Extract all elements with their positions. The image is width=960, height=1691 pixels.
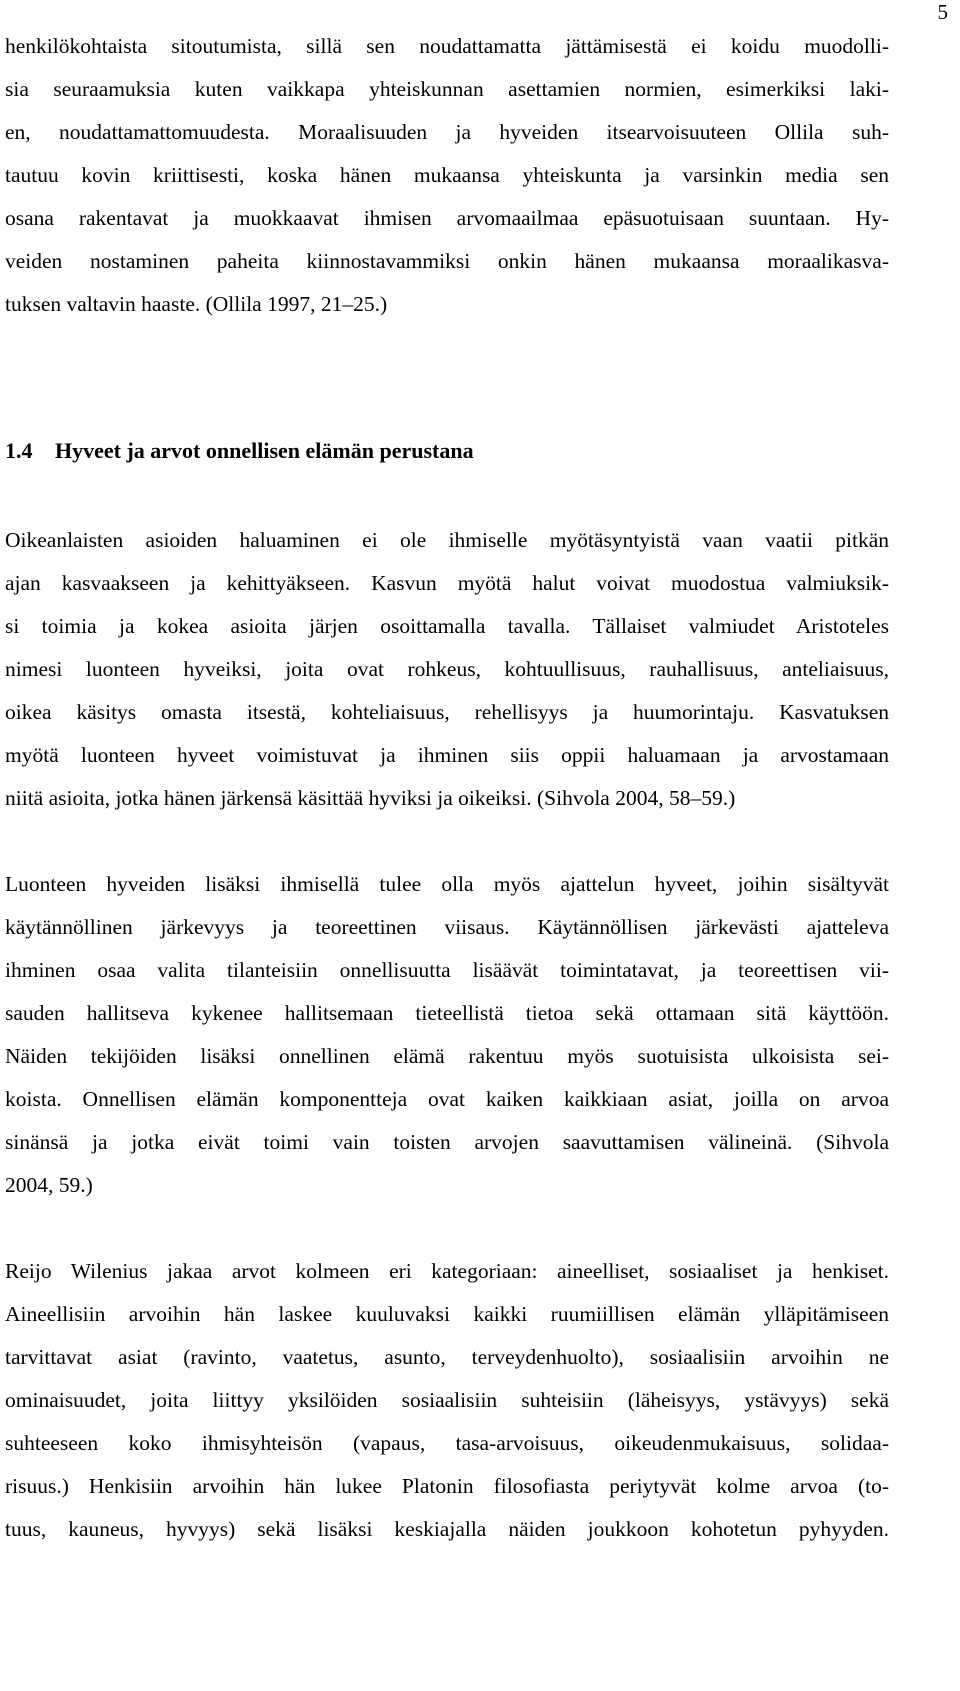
text-line: Näiden tekijöiden lisäksi onnellinen elämä rakentuu myös suotuisista ulkoisista sei- [5,1044,889,1068]
text-line: suhteeseen koko ihmisyhteisön (vapaus, tasa-arvoisuus, oikeudenmukaisuus, solidaa- [5,1431,889,1455]
text-line: si toimia ja kokea asioita järjen osoittamalla tavalla. Tällaiset valmiudet Aristoteles [5,614,889,638]
text-line: niitä asioita, jotka hänen järkensä käsittää hyviksi ja oikeiksi. (Sihvola 2004, 58–59.) [5,786,736,810]
text-line: Aineellisiin arvoihin hän laskee kuuluvaksi kaikki ruumiillisen elämän ylläpitämiseen [5,1302,889,1326]
text-line: tuksen valtavin haaste. (Ollila 1997, 21–25.) [5,292,388,316]
text-line: 2004, 59.) [5,1173,93,1197]
text-line: käytännöllinen järkevyys ja teoreettinen viisaus. Käytännöllisen järkevästi ajatteleva [5,915,889,939]
section-title: Hyveet ja arvot onnellisen elämän perustana [55,438,474,463]
section-heading [5,437,474,465]
text-line: sinänsä ja jotka eivät toimi vain toisten arvojen saavuttamisen välineinä. (Sihvola [5,1130,889,1154]
text-line: koista. Onnellisen elämän komponentteja ovat kaiken kaikkiaan asiat, joilla on arvoa [5,1087,889,1111]
text-line: sauden hallitseva kykenee hallitsemaan tieteellistä tietoa sekä ottamaan sitä käyttöön. [5,1001,889,1025]
text-line: tuus, kauneus, hyvyys) sekä lisäksi keskiajalla näiden joukkoon kohotetun pyhyyden. [5,1517,889,1541]
text-line: veiden nostaminen paheita kiinnostavammiksi onkin hänen mukaansa moraalikasva- [5,249,889,273]
text-line: myötä luonteen hyveet voimistuvat ja ihminen siis oppii haluamaan ja arvostamaan [5,743,889,767]
text-line: tautuu kovin kriittisesti, koska hänen mukaansa yhteiskunta ja varsinkin media sen [5,163,889,187]
text-line: oikea käsitys omasta itsestä, kohteliaisuus, rehellisyys ja huumorintaju. Kasvatuksen [5,700,889,724]
text-line: Oikeanlaisten asioiden haluaminen ei ole ihmiselle myötäsyntyistä vaan vaatii pitkän [5,528,889,552]
text-line: ominaisuudet, joita liittyy yksilöiden sosiaalisiin suhteisiin (läheisyys, ystävyys) sekä [5,1388,889,1412]
text-line: ihminen osaa valita tilanteisiin onnellisuutta lisäävät toimintatavat, ja teoreettisen vii- [5,958,889,982]
text-line: risuus.) Henkisiin arvoihin hän lukee Platonin filosofiasta periytyvät kolme arvoa (to- [5,1474,889,1498]
text-line: henkilökohtaista sitoutumista, sillä sen noudattamatta jättämisestä ei koidu muodolli- [5,34,889,58]
text-line: tarvittavat asiat (ravinto, vaatetus, asunto, terveydenhuolto), sosiaalisiin arvoihin ne [5,1345,889,1369]
page-number: 5 [937,0,948,24]
text-line: nimesi luonteen hyveiksi, joita ovat rohkeus, kohtuullisuus, rauhallisuus, anteliaisuus, [5,657,889,681]
text-line: en, noudattamattomuudesta. Moraalisuuden ja hyveiden itsearvoisuuteen Ollila suh- [5,120,889,144]
text-line: Luonteen hyveiden lisäksi ihmisellä tulee olla myös ajattelun hyveet, joihin sisältyvät [5,872,889,896]
section-number: 1.4 [5,438,33,463]
text-line: Reijo Wilenius jakaa arvot kolmeen eri kategoriaan: aineelliset, sosiaaliset ja henkiset. [5,1259,889,1283]
text-line: ajan kasvaakseen ja kehittyäkseen. Kasvun myötä halut voivat muodostua valmiuksik- [5,571,889,595]
text-line: osana rakentavat ja muokkaavat ihmisen arvomaailmaa epäsuotuisaan suuntaan. Hy- [5,206,889,230]
text-line: sia seuraamuksia kuten vaikkapa yhteiskunnan asettamien normien, esimerkiksi laki- [5,77,889,101]
